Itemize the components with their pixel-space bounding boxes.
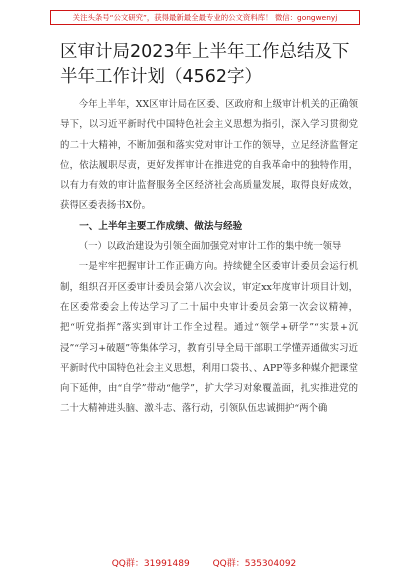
- promo-banner: 关注头条号“公文研究”，获得最新最全最专业的公文资料库！ 微信：gongwenyj: [50, 10, 360, 25]
- qq-group-2: QQ群：535304092: [212, 559, 297, 569]
- footer-contact: [0, 556, 408, 569]
- subsection-heading: （一）以政治建设为引领全面加强党对审计工作的集中统一领导: [78, 241, 342, 253]
- document-title: 区审计局2023年上半年工作总结及下半年工作计划（4562字）: [60, 42, 350, 87]
- intro-paragraph: 今年上半年，XX区审计局在区委、区政府和上级审计机关的正确领导下，以习近平新时代中国特色社会主义思想为指引，深入学习贯彻党的二十大精神，不断加强和落实党对审计工作的领导，立足经济监督定位，依法履职尽责，更好发挥审计在推进党的自我革命中的独特作用，以有力有效的审计监督服务全区经济社会高质量发展，取得良好成效，获得区委表扬书X份。: [60, 99, 358, 212]
- section-heading: 一、上半年主要工作成绩、做法与经验: [79, 220, 243, 232]
- body-paragraph: 一是牢牢把握审计工作正确方向。持续健全区委审计委员会运行机制，组织召开区委审计委员会第八次会议，审定xx年度审计项目计划，在区委常委会上传达学习了二十届中央审计委员会第一次会议精神，把“听党指挥”落实到审计工作全过程。通过“领学+研学”“实景+沉浸”“学习+破题”等集体学习，教育引导全局干部职工学懂弄通做实习近平新时代中国特色社会主义思想，利用口袋书、、APP等多种媒介把课堂向下延伸，由“自学”带动“他学”，扩大学习对象覆盖面，扎实推进党的二十大精神进头脑、激斗志、落行动，引领队伍忠诚拥护“两个确: [60, 261, 358, 415]
- document-body: [60, 95, 358, 420]
- qq-group-1: QQ群：31991489: [111, 559, 190, 569]
